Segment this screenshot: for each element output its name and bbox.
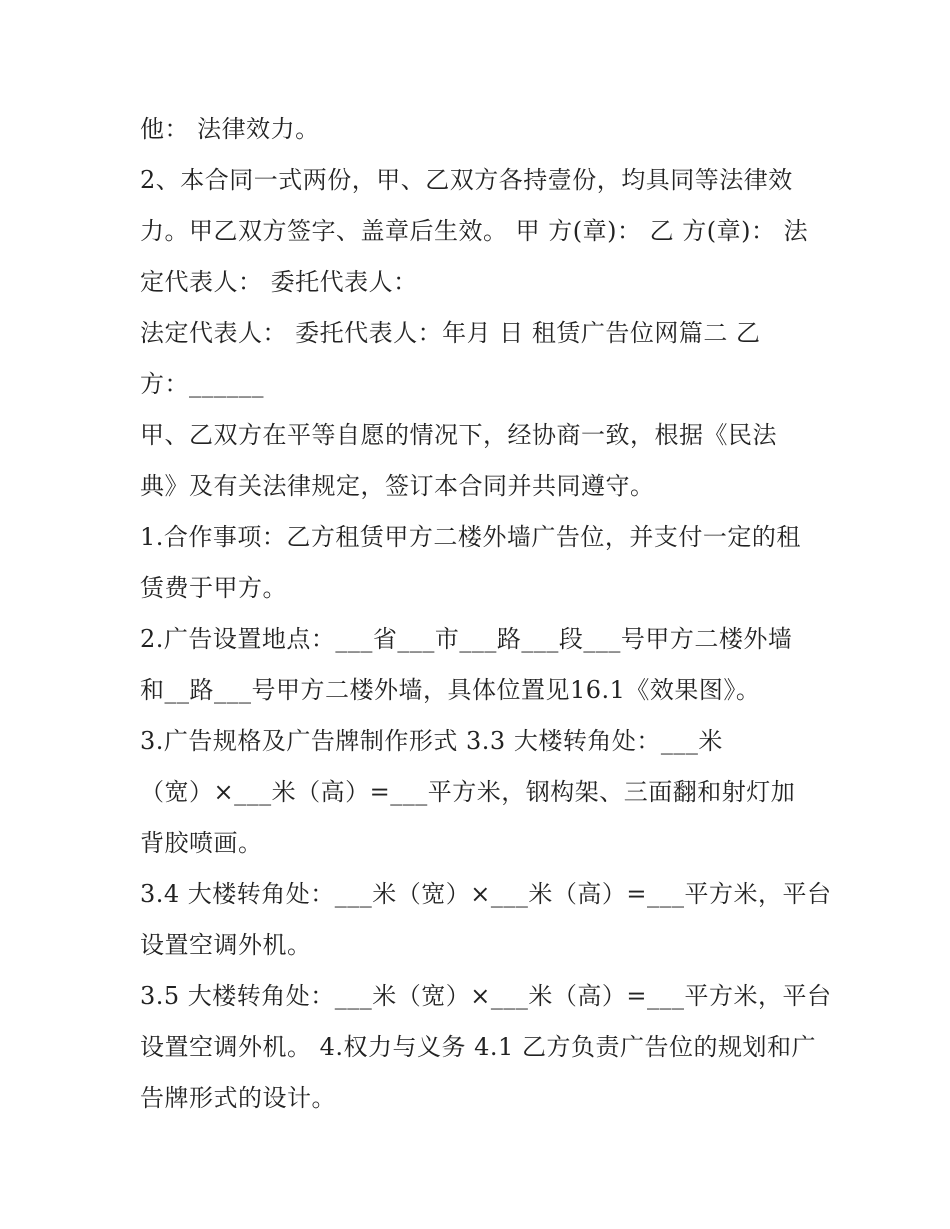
text-line: 法定代表人： 委托代表人：年月 日 租赁广告位网篇二 乙 (140, 319, 761, 347)
document-body (140, 104, 832, 1124)
text-line: （宽）×___米（高）=___平方米，钢构架、三面翻和射灯加 (140, 778, 796, 806)
text-line: 背胶喷画。 (140, 829, 263, 857)
text-line: 力。甲乙双方签字、盖章后生效。 甲 方(章)： 乙 方(章)： 法 (140, 217, 809, 245)
text-line: 2、本合同一式两份，甲、乙双方各持壹份，均具同等法律效 (140, 166, 793, 194)
text-line: 赁费于甲方。 (140, 574, 287, 602)
text-line: 方：______ (140, 370, 264, 398)
text-line: 定代表人： 委托代表人： (140, 268, 418, 296)
text-line: 设置空调外机。 (140, 931, 312, 959)
text-line: 甲、乙双方在平等自愿的情况下，经协商一致，根据《民法 (140, 421, 777, 449)
text-line: 和__路___号甲方二楼外墙，具体位置见16.1《效果图》。 (140, 676, 761, 704)
text-line: 他： 法律效力。 (140, 115, 320, 143)
text-line: 3.4 大楼转角处：___米（宽）×___米（高）=___平方米，平台 (140, 880, 832, 908)
text-line: 3.5 大楼转角处：___米（宽）×___米（高）=___平方米，平台 (140, 982, 832, 1010)
text-line: 告牌形式的设计。 (140, 1084, 336, 1112)
text-line: 2.广告设置地点：___省___市___路___段___号甲方二楼外墙 (140, 625, 793, 653)
text-line: 1.合作事项：乙方租赁甲方二楼外墙广告位，并支付一定的租 (140, 523, 801, 551)
text-line: 典》及有关法律规定，签订本合同并共同遵守。 (140, 472, 655, 500)
text-line: 设置空调外机。 4.权力与义务 4.1 乙方负责广告位的规划和广 (140, 1033, 816, 1061)
text-line: 3.广告规格及广告牌制作形式 3.3 大楼转角处：___米 (140, 727, 723, 755)
